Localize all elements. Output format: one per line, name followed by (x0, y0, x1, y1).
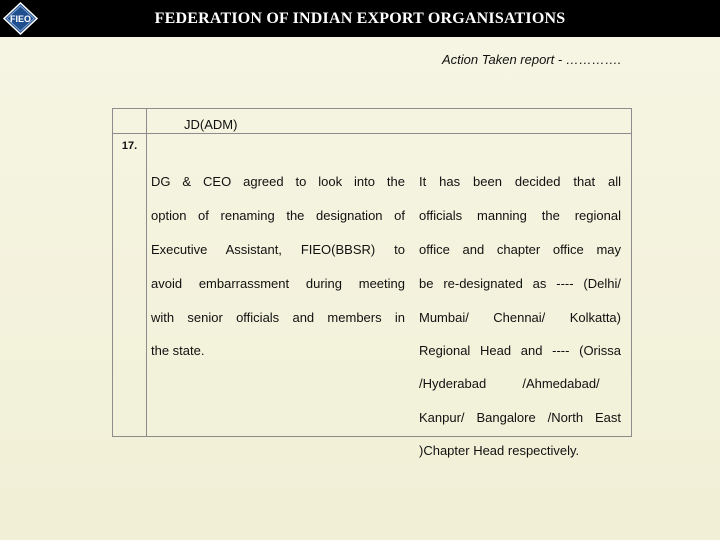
action-line: )Chapter Head respectively. (419, 443, 580, 458)
item-content-cell (147, 134, 632, 458)
table-header-row (113, 109, 632, 134)
action-line: Mumbai/ Chennai/ Kolkatta) (419, 310, 621, 325)
discussion-line: avoid embarrassment during meeting (151, 276, 405, 291)
discussion-line: Executive Assistant, FIEO(BBSR) to (151, 242, 405, 257)
report-label: Action Taken report - …………. (442, 52, 622, 67)
item-number: 17. (121, 140, 138, 152)
header-bar (0, 0, 720, 37)
table-row (113, 134, 632, 437)
action-line: It has been decided that all (419, 174, 621, 189)
header-number-cell (113, 109, 147, 134)
discussion-line: the state. (151, 343, 205, 358)
action-table (112, 108, 632, 458)
action-line: be re-designated as ---- (Delhi/ (419, 276, 621, 291)
organisation-title: FEDERATION OF INDIAN EXPORT ORGANISATIONS (154, 10, 566, 27)
discussion-line: DG & CEO agreed to look into the (151, 174, 405, 189)
discussion-line: with senior officials and members in (151, 310, 405, 325)
action-line: /Hyderabad /Ahmedabad/ (419, 376, 600, 391)
logo-text: FIEO (9, 14, 32, 24)
action-line: Kanpur/ Bangalore /North East (419, 410, 621, 425)
item-number-cell (113, 134, 147, 437)
action-line: office and chapter office may (419, 242, 621, 257)
header-text-cell (147, 109, 632, 134)
discussion-line: option of renaming the designation of (151, 208, 405, 223)
action-line: officials manning the regional (419, 208, 621, 223)
department-label: JD(ADM) (184, 117, 238, 132)
action-line: Regional Head and ---- (Orissa (419, 343, 621, 358)
